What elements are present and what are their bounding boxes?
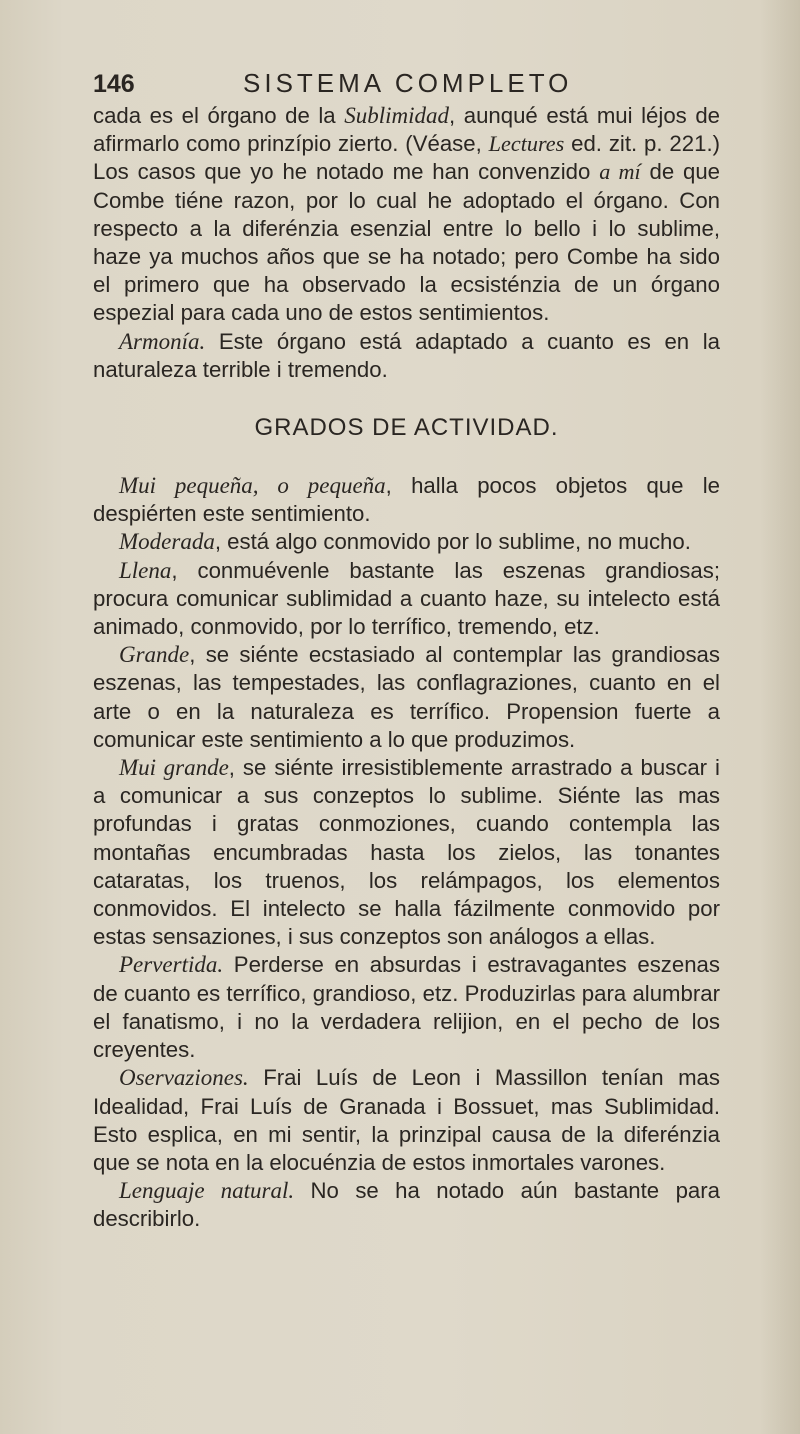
grade-text: , conmuévenle bastante las eszenas grandiosas; procura comunicar sublimidad a cuanto haze, su intelecto está animado, conmovido, por lo terrífico, tremendo, etz.	[93, 557, 720, 640]
emphasis-a-mi: a mí	[599, 159, 641, 185]
paragraph-armonia	[93, 328, 720, 384]
grade-pervertida	[93, 951, 720, 1064]
term-armonia: Armonía.	[119, 328, 206, 354]
running-head	[93, 68, 720, 102]
intro-text-b: , aunqué está mui léjos de afirmarlo como prinzípio zierto. (Véase,	[93, 103, 720, 157]
grade-grande	[93, 641, 720, 754]
grade-text: , se siénte irresistiblemente arrastrado a buscar i a comunicar a sus conzeptos lo sublime. Siénte las mas profundas i gratas conmoziones, cuando contempla las montañas encumbradas hasta los zielos, las tonantes cataratas, los truenos, los relámpagos, los elementos conmovidos. El intelecto se halla fázilmente conmovido por estas sensaziones, i sus conzeptos son análogos a ellas.	[93, 755, 720, 950]
page-number: 146	[93, 70, 135, 98]
intro-text-c: ed. zit. p. 221.) Los casos que yo he notado me han convenzido	[93, 131, 720, 185]
term-sublimidad: Sublimidad	[344, 103, 449, 128]
running-title: SISTEMA COMPLETO	[243, 68, 573, 98]
paragraph-lenguaje-natural	[93, 1177, 720, 1233]
grade-term: Lenguaje natural.	[119, 1178, 295, 1204]
grade-term: Oservaziones.	[119, 1065, 249, 1091]
grade-mui-pequena	[93, 472, 720, 528]
paragraph-sublimidad-intro	[93, 102, 720, 328]
grade-text: , se siénte ecstasiado al contemplar las grandiosas eszenas, las tempestades, las conflagraziones, cuanto en el arte o en la naturaleza es terrífico. Propension fuerte a comunicar este sentimiento a lo que produzimos.	[93, 642, 720, 752]
grade-term: Grande	[119, 642, 190, 668]
grade-text: , está algo conmovido por lo sublime, no mucho.	[214, 529, 691, 555]
grade-term: Pervertida.	[119, 952, 224, 978]
grade-text: No se ha notado aún bastante para describirlo.	[93, 1178, 720, 1232]
section-heading: GRADOS DE ACTIVIDAD.	[254, 414, 559, 442]
grades-list	[93, 472, 720, 1233]
grade-term: Mui grande	[119, 755, 229, 781]
grade-term: Moderada	[119, 529, 215, 555]
grade-moderada	[93, 528, 720, 556]
reference-lectures: Lectures	[488, 131, 565, 157]
armonia-text: Este órgano está adaptado a cuanto es en la naturaleza terrible i tremendo.	[93, 328, 720, 382]
grade-text: Perderse en absurdas i estravagantes eszenas de cuanto es terrífico, grandioso, etz. Produzirlas para alumbrar el fanatismo, i no la verdadera relijion, en el pecho de los creyentes.	[93, 952, 720, 1063]
grade-text: , halla pocos objetos que le despiérten este sentimiento.	[93, 473, 720, 527]
grade-text: Frai Luís de Leon i Massillon tenían mas Idealidad, Frai Luís de Granada i Bossuet, mas Sublimidad. Esto esplica, en mi sentir, la prinzipal causa de la diferénzia que se nota en la elocuénzia de estos inmortales varones.	[93, 1065, 720, 1175]
grade-term: Llena	[119, 557, 172, 583]
grade-mui-grande	[93, 754, 720, 951]
grade-term: Mui pequeña, o pequeña	[119, 473, 386, 499]
grade-llena	[93, 557, 720, 642]
paragraph-oservaziones	[93, 1064, 720, 1177]
intro-text-a: cada es el órgano de la	[93, 103, 345, 128]
intro-text-d: de que Combe tiéne razon, por lo cual he adoptado el órgano. Con respecto a la diferénzia esenzial entre lo bello i lo sublime, haze ya muchos años que se ha notado; pero Combe ha sido el primero que ha observado la ecsisténzia de un órgano espezial para cada uno de estos sentimientos.	[93, 159, 721, 326]
body-text	[93, 102, 720, 384]
